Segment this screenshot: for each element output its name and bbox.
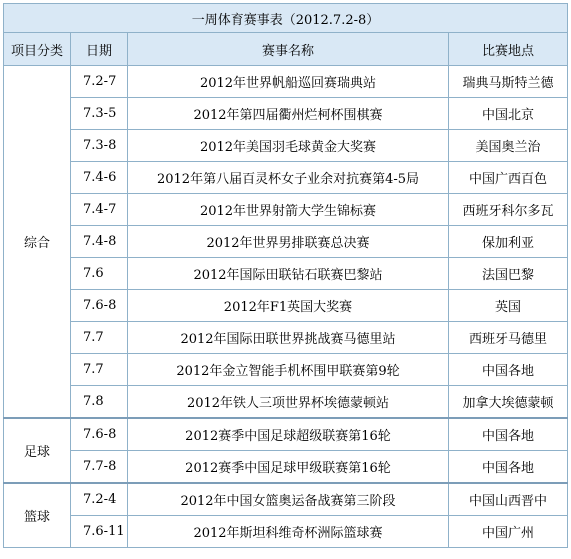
venue-cell: 美国奥兰治 bbox=[449, 130, 568, 162]
sports-schedule-table bbox=[3, 3, 568, 548]
header-category: 项目分类 bbox=[4, 33, 71, 66]
event-name-cell: 2012年国际田联钻石联赛巴黎站 bbox=[128, 258, 449, 290]
event-name-cell: 2012年世界男排联赛总决赛 bbox=[128, 226, 449, 258]
table-row bbox=[4, 483, 568, 516]
venue-cell: 中国各地 bbox=[449, 354, 568, 386]
venue-cell: 中国北京 bbox=[449, 98, 568, 130]
table-row bbox=[4, 354, 568, 386]
event-name-cell: 2012年第八届百灵杯女子业余对抗赛第4-5局 bbox=[128, 162, 449, 194]
event-name-cell: 2012年美国羽毛球黄金大奖赛 bbox=[128, 130, 449, 162]
venue-cell: 保加利亚 bbox=[449, 226, 568, 258]
date-cell: 7.7 bbox=[71, 322, 128, 354]
table-row bbox=[4, 418, 568, 451]
title-row bbox=[4, 4, 568, 33]
venue-cell: 英国 bbox=[449, 290, 568, 322]
table-row bbox=[4, 290, 568, 322]
event-name-cell: 2012年世界帆船巡回赛瑞典站 bbox=[128, 66, 449, 98]
category-cell: 综合 bbox=[4, 66, 71, 419]
date-cell: 7.4-7 bbox=[71, 194, 128, 226]
event-name-cell: 2012年世界射箭大学生锦标赛 bbox=[128, 194, 449, 226]
event-name-cell: 2012赛季中国足球甲级联赛第16轮 bbox=[128, 451, 449, 484]
venue-cell: 中国各地 bbox=[449, 451, 568, 484]
date-cell: 7.3-8 bbox=[71, 130, 128, 162]
table-row bbox=[4, 258, 568, 290]
venue-cell: 中国广西百色 bbox=[449, 162, 568, 194]
event-name-cell: 2012年F1英国大奖赛 bbox=[128, 290, 449, 322]
date-cell: 7.4-6 bbox=[71, 162, 128, 194]
venue-cell: 加拿大埃德蒙顿 bbox=[449, 386, 568, 419]
venue-cell: 法国巴黎 bbox=[449, 258, 568, 290]
event-name-cell: 2012年铁人三项世界杯埃德蒙顿站 bbox=[128, 386, 449, 419]
table-row bbox=[4, 98, 568, 130]
table-row bbox=[4, 516, 568, 548]
date-cell: 7.2-7 bbox=[71, 66, 128, 98]
table-row bbox=[4, 66, 568, 98]
header-event: 赛事名称 bbox=[128, 33, 449, 66]
header-date: 日期 bbox=[71, 33, 128, 66]
date-cell: 7.3-5 bbox=[71, 98, 128, 130]
header-venue: 比赛地点 bbox=[449, 33, 568, 66]
table-row bbox=[4, 162, 568, 194]
table-row bbox=[4, 130, 568, 162]
venue-cell: 中国各地 bbox=[449, 418, 568, 451]
venue-cell: 瑞典马斯特兰德 bbox=[449, 66, 568, 98]
table-row bbox=[4, 322, 568, 354]
table-title: 一周体育赛事表（2012.7.2-8） bbox=[4, 4, 568, 33]
venue-cell: 中国广州 bbox=[449, 516, 568, 548]
venue-cell: 西班牙科尔多瓦 bbox=[449, 194, 568, 226]
date-cell: 7.6-8 bbox=[71, 418, 128, 451]
venue-cell: 西班牙马德里 bbox=[449, 322, 568, 354]
event-name-cell: 2012赛季中国足球超级联赛第16轮 bbox=[128, 418, 449, 451]
date-cell: 7.6 bbox=[71, 258, 128, 290]
venue-cell: 中国山西晋中 bbox=[449, 483, 568, 516]
date-cell: 7.7 bbox=[71, 354, 128, 386]
date-cell: 7.6-8 bbox=[71, 290, 128, 322]
table-row bbox=[4, 226, 568, 258]
category-cell: 足球 bbox=[4, 418, 71, 483]
event-name-cell: 2012年第四届衢州烂柯杯围棋赛 bbox=[128, 98, 449, 130]
date-cell: 7.7-8 bbox=[71, 451, 128, 484]
table-row bbox=[4, 386, 568, 419]
date-cell: 7.8 bbox=[71, 386, 128, 419]
event-name-cell: 2012年中国女篮奥运备战赛第三阶段 bbox=[128, 483, 449, 516]
event-name-cell: 2012年国际田联世界挑战赛马德里站 bbox=[128, 322, 449, 354]
table-row bbox=[4, 451, 568, 484]
date-cell: 7.6-11 bbox=[71, 516, 128, 548]
date-cell: 7.4-8 bbox=[71, 226, 128, 258]
header-row bbox=[4, 33, 568, 66]
table-row bbox=[4, 194, 568, 226]
date-cell: 7.2-4 bbox=[71, 483, 128, 516]
event-name-cell: 2012年斯坦科维奇杯洲际篮球赛 bbox=[128, 516, 449, 548]
category-cell: 篮球 bbox=[4, 483, 71, 548]
event-name-cell: 2012年金立智能手机杯围甲联赛第9轮 bbox=[128, 354, 449, 386]
